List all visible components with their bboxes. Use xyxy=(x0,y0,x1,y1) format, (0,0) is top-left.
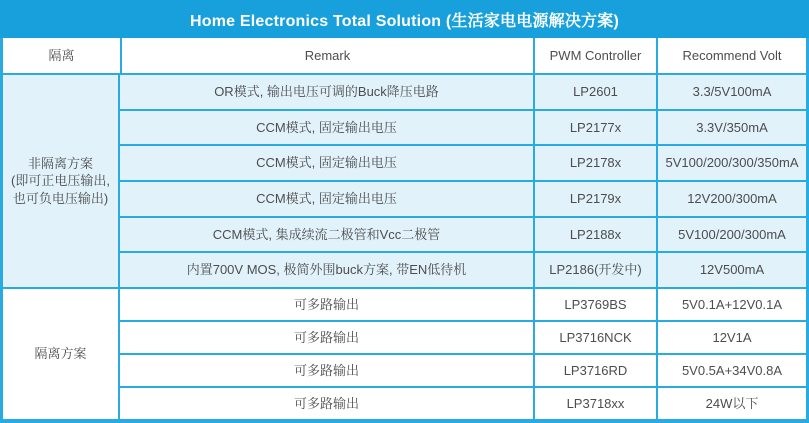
pwm-cell: LP2186(开发中) xyxy=(533,253,656,287)
pwm-cell: LP3718xx xyxy=(533,388,656,419)
table-section xyxy=(3,75,806,287)
table-row xyxy=(120,109,806,145)
pwm-cell: LP2601 xyxy=(533,75,656,109)
col-header-pwm-controller: PWM Controller xyxy=(533,38,656,73)
remark-cell: CCM模式, 固定输出电压 xyxy=(120,111,533,145)
group-label-line: 非隔离方案 xyxy=(27,155,93,171)
remark-cell: 可多路输出 xyxy=(293,395,359,411)
volt-cell: 12V500mA xyxy=(656,253,806,287)
table-row xyxy=(120,320,806,353)
remark-cell: 可多路输出 xyxy=(293,296,359,312)
table-row xyxy=(120,289,806,320)
solutions-table xyxy=(0,38,809,423)
pwm-cell: LP3769BS xyxy=(533,289,656,320)
pwm-cell: LP3716NCK xyxy=(533,322,656,353)
volt-cell: 12V1A xyxy=(656,322,806,353)
remark-cell: 可多路输出 xyxy=(293,362,359,378)
volt-cell: 5V0.1A+12V0.1A xyxy=(656,289,806,320)
volt-cell: 5V100/200/300/350mA xyxy=(656,146,806,180)
table-row xyxy=(120,251,806,287)
group-label-line: 隔离方案 xyxy=(34,346,87,362)
col-header-remark: Remark xyxy=(120,38,533,73)
remark-cell: CCM模式, 固定输出电压 xyxy=(120,182,533,216)
pwm-cell: LP3716RD xyxy=(533,355,656,386)
page-title: Home Electronics Total Solution (生活家电电源解决方案) xyxy=(190,12,619,30)
remark-cell: CCM模式, 固定输出电压 xyxy=(120,146,533,180)
table-row xyxy=(120,353,806,386)
volt-cell: 24W以下 xyxy=(656,388,806,419)
section-rows xyxy=(120,75,806,287)
group-cell xyxy=(3,75,120,287)
pwm-cell: LP2188x xyxy=(533,218,656,252)
volt-cell: 3.3/5V100mA xyxy=(656,75,806,109)
group-label-line: (即可正电压输出, xyxy=(11,173,110,189)
table-row xyxy=(120,180,806,216)
table-row xyxy=(120,75,806,109)
section-rows xyxy=(120,289,806,419)
table-row xyxy=(120,216,806,252)
table-body xyxy=(3,75,806,419)
group-cell xyxy=(3,289,120,419)
volt-cell: 3.3V/350mA xyxy=(656,111,806,145)
pwm-cell: LP2177x xyxy=(533,111,656,145)
remark-cell: 可多路输出 xyxy=(293,329,359,345)
volt-cell: 5V100/200/300mA xyxy=(656,218,806,252)
volt-cell: 12V200/300mA xyxy=(656,182,806,216)
remark-cell: 内置700V MOS, 极简外围buck方案, 带EN低待机 xyxy=(120,253,533,287)
pwm-cell: LP2178x xyxy=(533,146,656,180)
title-bar xyxy=(0,0,809,38)
remark-cell: CCM模式, 集成续流二极管和Vcc二极管 xyxy=(120,218,533,252)
group-label-line: 也可负电压输出) xyxy=(12,190,109,206)
col-header-recommend-volt: Recommend Volt xyxy=(656,38,806,73)
col-header-isolation: 隔离 xyxy=(48,47,75,63)
table-row xyxy=(120,386,806,419)
remark-cell: OR模式, 输出电压可调的Buck降压电路 xyxy=(120,75,533,109)
pwm-cell: LP2179x xyxy=(533,182,656,216)
table-section xyxy=(3,287,806,419)
table-header-row xyxy=(3,38,806,75)
volt-cell: 5V0.5A+34V0.8A xyxy=(656,355,806,386)
table-row xyxy=(120,144,806,180)
